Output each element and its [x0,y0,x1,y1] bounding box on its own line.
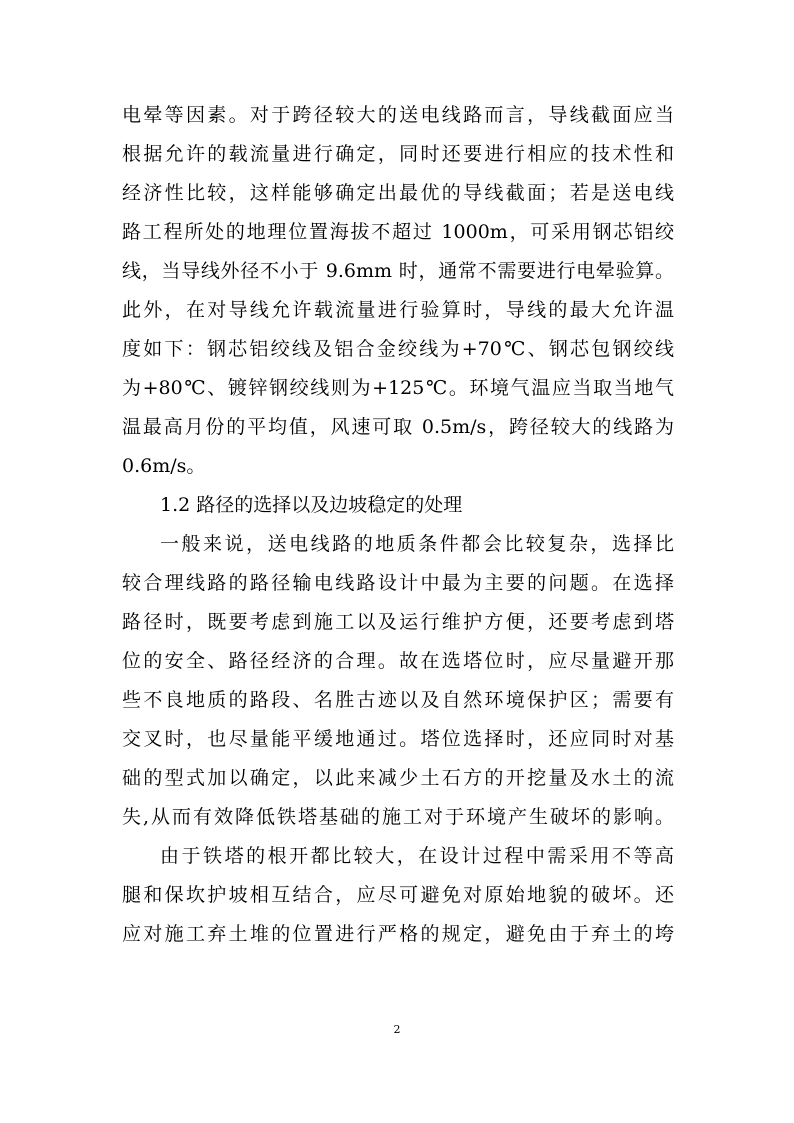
text-line: 位的安全、路径经济的合理。故在选塔位时，应尽量避开那 [122,650,674,672]
paragraph-route-selection [122,525,674,837]
text-line: 由于铁塔的根开都比较大，在设计过程中需采用不等高 [160,845,674,867]
paragraph-tower-foundation [122,837,674,954]
text-line: 温最高月份的平均值，风速可取 0.5m/s，跨径较大的线路为 [122,416,674,438]
text-line: 经济性比较，这样能够确定出最优的导线截面；若是送电线 [122,182,674,204]
text-line: 线，当导线外径不小于 9.6mm 时，通常不需要进行电晕验算。 [122,260,674,282]
text-line: 交叉时，也尽量能平缓地通过。塔位选择时，还应同时对基 [122,728,674,750]
text-line: 腿和保坎护坡相互结合，应尽可避免对原始地貌的破坏。还 [122,884,674,906]
text-line: 失,从而有效降低铁塔基础的施工对于环境产生破坏的影响。 [122,806,674,828]
text-line: 较合理线路的路径输电线路设计中最为主要的问题。在选择 [122,572,674,594]
text-line: 路径时，既要考虑到施工以及运行维护方便，还要考虑到塔 [122,611,674,633]
text-line: 0.6m/s。 [122,455,206,477]
body-text [122,96,674,954]
text-line: 度如下：钢芯铝绞线及铝合金绞线为+70℃、钢芯包钢绞线 [122,338,674,360]
text-line: 础的型式加以确定，以此来减少土石方的开挖量及水土的流 [122,767,674,789]
text-line: 电晕等因素。对于跨径较大的送电线路而言，导线截面应当 [122,104,674,126]
section-heading: 1.2 路径的选择以及边坡稳定的处理 [160,494,463,516]
page-number: 2 [393,1023,401,1036]
text-line: 些不良地质的路段、名胜古迹以及自然环境保护区；需要有 [122,689,674,711]
text-line: 为+80℃、镀锌钢绞线则为+125℃。环境气温应当取当地气 [122,377,674,399]
text-line: 路工程所处的地理位置海拔不超过 1000m，可采用钢芯铝绞 [122,221,674,243]
text-line: 一般来说，送电线路的地质条件都会比较复杂，选择比 [160,533,674,555]
text-line: 此外，在对导线允许载流量进行验算时，导线的最大允许温 [122,299,674,321]
paragraph-conductor-section [122,96,674,486]
text-line: 根据允许的载流量进行确定，同时还要进行相应的技术性和 [122,143,674,165]
text-line: 应对施工弃土堆的位置进行严格的规定，避免由于弃土的垮 [122,923,674,945]
